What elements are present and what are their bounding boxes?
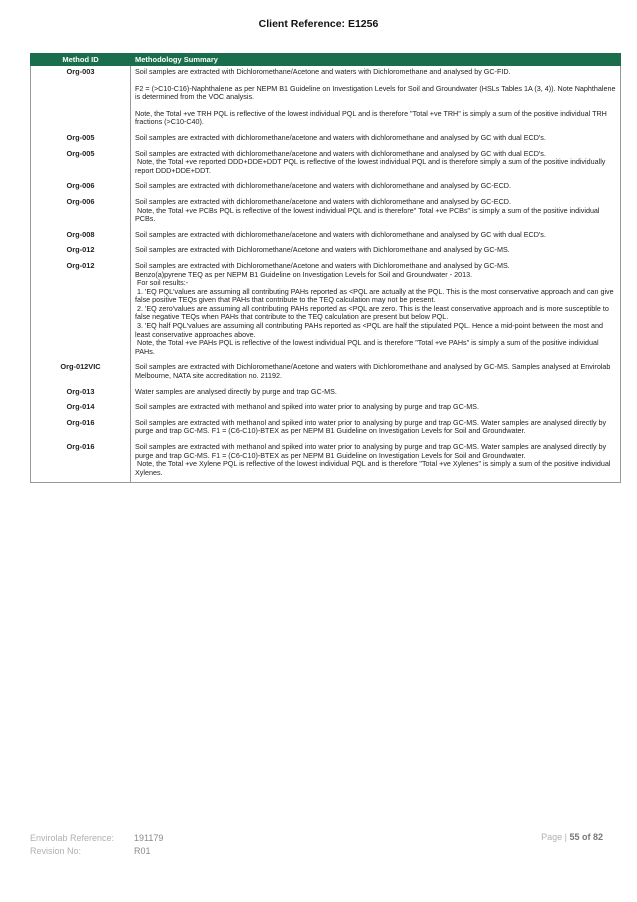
method-id-cell: Org-008 (31, 229, 131, 245)
envirolab-reference-label: Envirolab Reference: (30, 833, 115, 843)
methodology-paragraph: Soil samples are extracted with dichloromethane/acetone and waters with dichloromethane and analysed by GC with dual ECD's. Note, the Total +ve reported DDD+DDE+DDT PQL is reflective of the lowest individual PQL and is therefore simply a sum of the positive individually report DDD+DDE+DDT. (135, 148, 606, 175)
methodology-paragraph: Soil samples are extracted with Dichloromethane/Acetone and waters with Dichloromethane and analysed by GC-MS. Benzo(a)pyrene TEQ as per NEPM B1 Guideline on Investigation Levels for Soil and Groundwater - 2013. For soil results:- 1. 'EQ PQL'values are assuming all contributing PAHs reported as <PQL are actually at the PQL. This is the most conservative approach and can give false positive TEQs given that PAHs that contribute to the TEQ calculation may not be present. 2. 'EQ zero'values are assuming all contributing PAHs reported as <PQL are zero. This is the least conservative approach and is more susceptible to false negative TEQs when PAHs that contribute to the TEQ calculation are present but below PQL. 3. 'EQ half PQL'values are assuming all contributing PAHs reported as <PQL are half the stipulated PQL. Hence a mid-point between the most and least conservative approaches above. Note, the Total +ve PAHs PQL is reflective of the lowest individual PQL and is therefore "Total +ve PAHs" is simply a sum of the positive individual PAHs. (135, 260, 614, 356)
table-row (31, 361, 621, 385)
methodology-summary-cell (131, 180, 621, 196)
page-prefix: Page | (541, 832, 570, 842)
table-row (31, 386, 621, 402)
table-row (31, 180, 621, 196)
method-id-cell: Org-012VIC (31, 361, 131, 385)
methodology-paragraph: Soil samples are extracted with dichloromethane/acetone and waters with dichloromethane and analysed by GC with dual ECD's. (135, 229, 546, 239)
methodology-table (30, 53, 621, 483)
table-row (31, 229, 621, 245)
table-row (31, 132, 621, 148)
method-id-cell: Org-012 (31, 260, 131, 362)
table-row (31, 148, 621, 181)
page-number: 55 of 82 (569, 832, 603, 842)
methodology-paragraph: Water samples are analysed directly by purge and trap GC-MS. (135, 386, 337, 396)
methodology-paragraph: Soil samples are extracted with methanol and spiked into water prior to analysing by purge and trap GC-MS. (135, 402, 479, 412)
methodology-paragraph: Soil samples are extracted with methanol and spiked into water prior to analysing by purge and trap GC-MS. Water samples are analysed directly by purge and trap GC-MS. F1 = (C6-C10)-BTEX as per NEPM B1 Guideline on Investigation Levels for Soil and Groundwater. (135, 417, 609, 436)
methodology-summary-cell (131, 148, 621, 181)
methodology-paragraph: Soil samples are extracted with dichloromethane/acetone and waters with dichloromethane and analysed by GC with dual ECD's. (135, 132, 546, 142)
methodology-summary-cell (131, 386, 621, 402)
methodology-paragraph: Soil samples are extracted with dichloromethane/acetone and waters with dichloromethane and analysed by GC-ECD. (135, 181, 511, 191)
page-indicator (541, 832, 603, 842)
method-id-cell: Org-016 (31, 417, 131, 441)
table-header-row (31, 54, 621, 66)
methodology-summary-cell (131, 260, 621, 362)
client-reference-heading: Client Reference: E1256 (258, 18, 379, 30)
method-id-cell: Org-005 (31, 148, 131, 181)
table-row (31, 244, 621, 260)
methodology-paragraph: F2 = (>C10-C16)-Naphthalene as per NEPM B1 Guideline on Investigation Levels for Soil and Groundwater (HSLs Tables 1A (3, 4)). Note Naphthalene is determined from the VOC analysis. (135, 83, 618, 102)
table-row (31, 66, 621, 132)
method-id-cell: Org-005 (31, 132, 131, 148)
method-id-cell: Org-012 (31, 244, 131, 260)
methodology-paragraph: Soil samples are extracted with methanol and spiked into water prior to analysing by purge and trap GC-MS. Water samples are analysed directly by purge and trap GC-MS. F1 = (C6-C10)-BTEX as per NEPM B1 Guideline on Investigation Levels for Soil and Groundwater. Note, the Total +ve Xylene PQL is reflective of the lowest individual PQL and is therefore "Total +ve Xylenes" is simply a sum of the positive individual Xylenes. (135, 442, 611, 477)
methodology-summary-cell (131, 401, 621, 417)
methodology-summary-cell (131, 361, 621, 385)
methodology-paragraph: Note, the Total +ve TRH PQL is reflective of the lowest individual PQL and is therefore "Total +ve TRH" is simply a sum of the positive individual TRH fractions (>C10-C40). (135, 108, 609, 127)
methodology-summary-cell (131, 66, 621, 132)
method-id-cell: Org-006 (31, 196, 131, 229)
method-id-cell: Org-013 (31, 386, 131, 402)
table-row (31, 260, 621, 362)
method-id-cell: Org-014 (31, 401, 131, 417)
methodology-paragraph: Soil samples are extracted with Dichloromethane/Acetone and waters with Dichloromethane and analysed by GC-MS. (135, 245, 510, 255)
methodology-summary-cell (131, 417, 621, 441)
envirolab-reference (30, 832, 163, 845)
method-id-column-header: Method ID (31, 54, 131, 66)
method-id-cell: Org-016 (31, 441, 131, 483)
methodology-summary-cell (131, 132, 621, 148)
table-row (31, 196, 621, 229)
methodology-table-body (31, 66, 621, 483)
revision-value: R01 (134, 846, 151, 856)
methodology-summary-cell (131, 196, 621, 229)
footer-references (30, 832, 163, 858)
revision-number (30, 845, 163, 858)
methodology-paragraph: Soil samples are extracted with dichloromethane/acetone and waters with dichloromethane and analysed by GC-ECD. Note, the Total +ve PCBs PQL is reflective of the lowest individual PQL and is therefore" Total +ve PCBs" is simply a sum of the positive individual PCBs. (135, 196, 600, 224)
envirolab-reference-value: 191179 (134, 833, 164, 843)
methodology-summary-cell (131, 244, 621, 260)
methodology-summary-column-header: Methodology Summary (131, 54, 621, 66)
methodology-summary-cell (131, 229, 621, 245)
method-id-cell: Org-006 (31, 180, 131, 196)
methodology-paragraph: Soil samples are extracted with Dichloromethane/Acetone and waters with Dichloromethane and analysed by GC-FID. (135, 67, 511, 76)
methodology-summary-cell (131, 441, 621, 483)
methodology-paragraph: Soil samples are extracted with Dichloromethane/Acetone and waters with Dichloromethane and analysed by GC-MS. Samples analysed at Envirolab Melbourne, NATA site accreditation no. 21192. (135, 362, 613, 381)
revision-label: Revision No: (30, 846, 82, 856)
method-id-cell: Org-003 (31, 66, 131, 132)
table-row (31, 441, 621, 483)
table-row (31, 401, 621, 417)
table-row (31, 417, 621, 441)
